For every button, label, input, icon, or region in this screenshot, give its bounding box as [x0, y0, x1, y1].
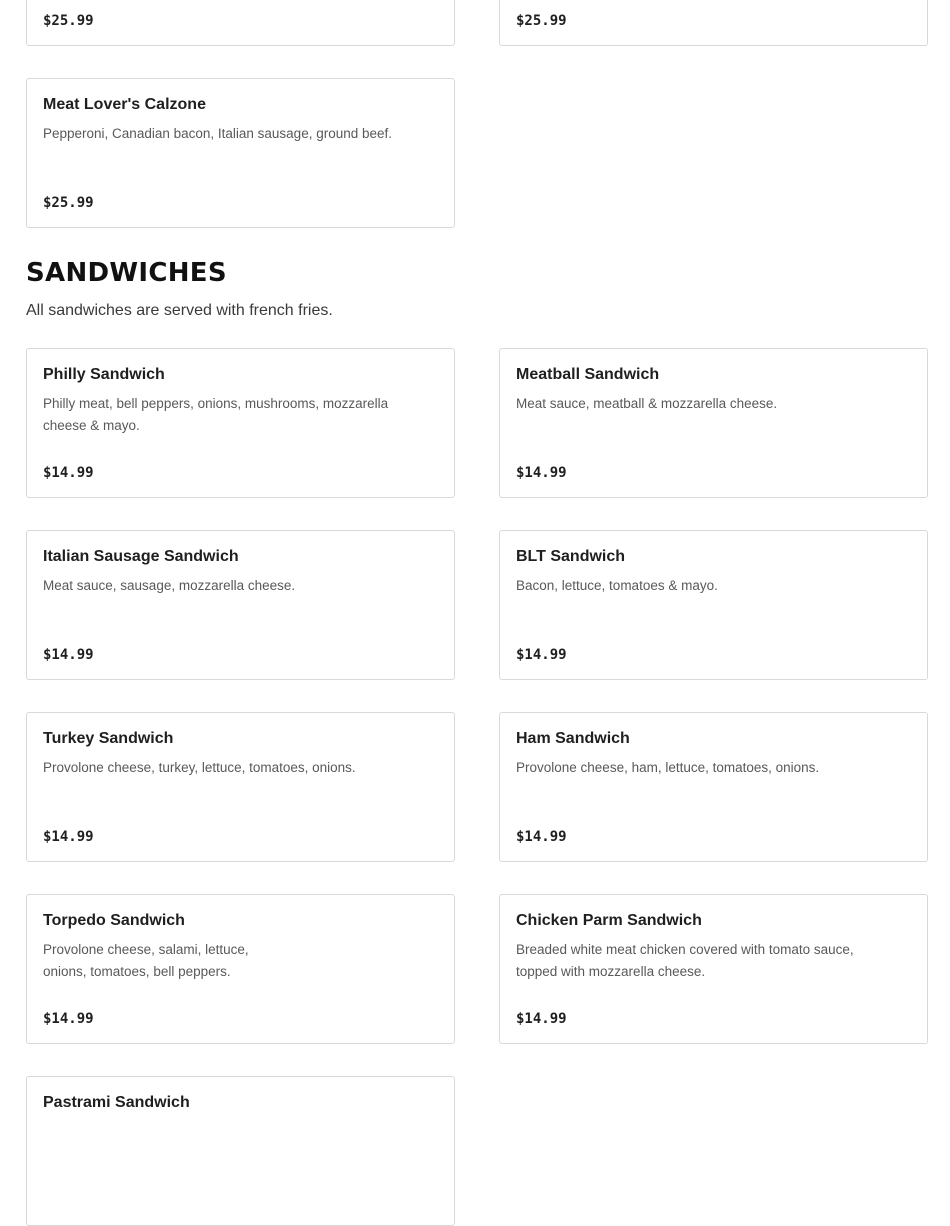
menu-item-card[interactable]	[499, 0, 928, 46]
item-description: Provolone cheese, ham, lettuce, tomatoes, onions.	[516, 760, 820, 775]
item-name: Philly Sandwich	[43, 366, 165, 383]
item-price: $14.99	[43, 647, 94, 663]
menu-item-card[interactable]	[26, 530, 455, 680]
menu-item-card[interactable]	[26, 894, 455, 1044]
item-name: Turkey Sandwich	[43, 730, 174, 747]
item-name: Torpedo Sandwich	[43, 912, 185, 929]
item-description: Bacon, lettuce, tomatoes & mayo.	[516, 578, 718, 593]
menu-item-card[interactable]	[26, 0, 455, 46]
menu-item-card[interactable]	[26, 78, 455, 228]
item-name: Ham Sandwich	[516, 730, 630, 747]
item-name: Meatball Sandwich	[516, 366, 660, 383]
menu-item-card[interactable]	[499, 530, 928, 680]
item-description: Meat sauce, meatball & mozzarella cheese.	[516, 396, 778, 411]
item-name: Meat Lover's Calzone	[43, 96, 206, 113]
menu-item-card[interactable]	[26, 1076, 455, 1226]
item-price: $14.99	[43, 1011, 94, 1027]
menu-item-card[interactable]	[26, 348, 455, 498]
item-price: $25.99	[516, 13, 567, 29]
item-price: $14.99	[516, 465, 567, 481]
item-name: Italian Sausage Sandwich	[43, 548, 239, 565]
item-description: Meat sauce, sausage, mozzarella cheese.	[43, 578, 296, 593]
menu-item-card[interactable]	[26, 712, 455, 862]
section-description: All sandwiches are served with french fries.	[26, 302, 333, 319]
item-price: $14.99	[43, 465, 94, 481]
item-price: $14.99	[516, 829, 567, 845]
item-name: BLT Sandwich	[516, 548, 626, 565]
item-description: Philly meat, bell peppers, onions, mushrooms, mozzarella cheese & mayo.	[43, 396, 389, 433]
item-name: Chicken Parm Sandwich	[516, 912, 702, 929]
item-price: $25.99	[43, 195, 94, 211]
section-title: SANDWICHES	[26, 258, 227, 288]
menu-item-card[interactable]	[499, 894, 928, 1044]
item-description: Provolone cheese, salami, lettuce, onions, tomatoes, bell peppers.	[43, 942, 249, 979]
item-price: $14.99	[516, 647, 567, 663]
item-price: $25.99	[43, 13, 94, 29]
item-description: Breaded white meat chicken covered with tomato sauce, topped with mozzarella cheese.	[516, 942, 854, 979]
menu-item-card[interactable]	[499, 712, 928, 862]
item-description: Provolone cheese, turkey, lettuce, tomatoes, onions.	[43, 760, 356, 775]
item-price: $14.99	[43, 829, 94, 845]
menu-item-card[interactable]	[499, 348, 928, 498]
item-name: Pastrami Sandwich	[43, 1094, 190, 1111]
item-price: $14.99	[516, 1011, 567, 1027]
item-description: Pepperoni, Canadian bacon, Italian sausage, ground beef.	[43, 126, 393, 141]
